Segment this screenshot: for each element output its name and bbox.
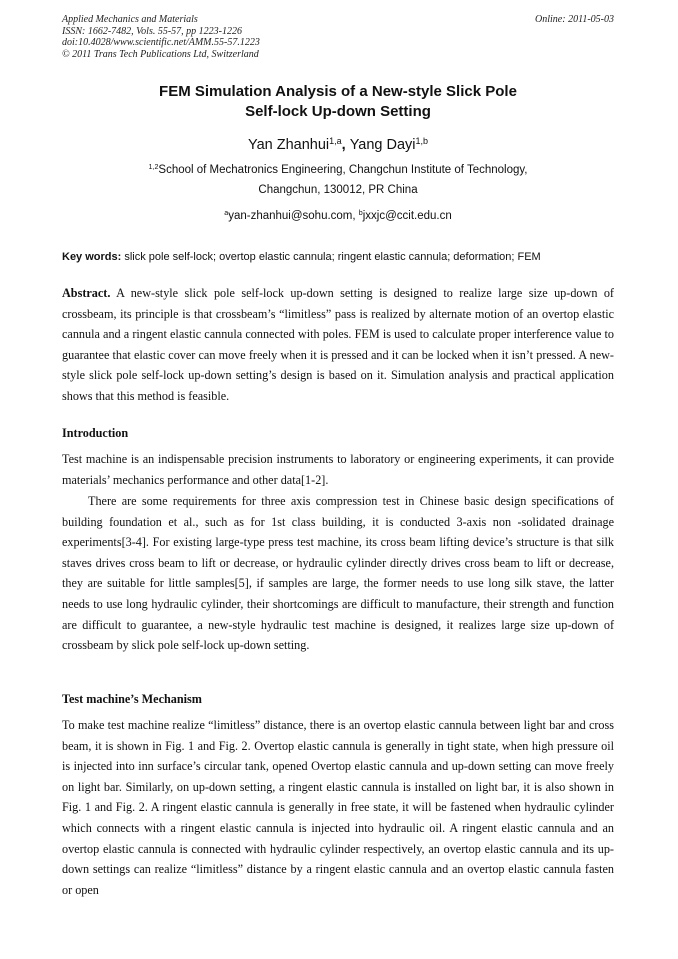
email-b: jxxjc@ccit.edu.cn — [362, 210, 452, 222]
introduction-paragraph-1: Test machine is an indispensable precision instruments to laboratory or engineering experiments, it can provide materials’ mechanics performance and other data[1-2]. — [62, 452, 614, 487]
paper-title — [62, 82, 614, 122]
keywords-label: Key words: — [62, 251, 122, 263]
journal-header — [62, 14, 614, 60]
email-b-superscript: b — [358, 209, 363, 218]
author-separator: , — [341, 137, 350, 153]
affiliation-superscript: 1,2 — [148, 163, 159, 172]
author-1-superscript: 1,a — [329, 136, 342, 147]
online-date: Online: 2011-05-03 — [535, 14, 614, 25]
email-line — [62, 206, 614, 226]
doi-line: doi:10.4028/www.scientific.net/AMM.55-57.1223 — [62, 37, 260, 48]
keywords-text: slick pole self-lock; overtop elastic cannula; ringent elastic cannula; deformation; FEM — [121, 251, 541, 263]
author-2-superscript: 1,b — [415, 136, 429, 147]
journal-name: Applied Mechanics and Materials — [62, 14, 198, 25]
email-a-superscript: a — [224, 209, 229, 218]
author-line — [62, 135, 614, 155]
author-2-name: Yang Dayi — [349, 137, 416, 153]
title-line-2: Self-lock Up-down Setting — [245, 103, 431, 120]
issn-line: ISSN: 1662-7482, Vols. 55-57, pp 1223-1226 — [62, 25, 242, 37]
affiliation-text-1: School of Mechatronics Engineering, Changchun Institute of Technology, — [158, 164, 528, 176]
introduction-heading: Introduction — [62, 426, 129, 440]
email-a: yan-zhanhui@sohu.com, — [228, 210, 359, 222]
keywords — [62, 249, 614, 265]
affiliation-text-2: Changchun, 130012, PR China — [258, 184, 418, 196]
abstract-label: Abstract. — [62, 286, 111, 300]
mechanism-heading: Test machine’s Mechanism — [62, 692, 202, 706]
affiliation — [62, 160, 614, 200]
mechanism-paragraph-1: To make test machine realize “limitless” distance, there is an overtop elastic cannula between light bar and cross beam, it is shown in Fig. 1 and Fig. 2. Overtop elastic cannula is generally in tight state, when high pressure oil is injected into inn surface’s circular tank, opened Overtop elastic cannula and up-down setting can move freely on light bar. Similarly, on up-down setting, a ringent elastic cannula is installed on light bar, it is also shown in Fig. 1 and Fig. 2. A ringent elastic cannula is generally in free state, it will be fastened when hydraulic cylinder which connects with a ringent elastic cannula is injected into hydraulic oil. A ringent elastic cannula and an overtop elastic cannula is connected with hydraulic cylinder respectively, an overtop elastic cannula and its up-down settings can realize “limitless” distance by a ringent elastic cannula and an overtop elastic cannula fasten or open — [62, 718, 614, 897]
introduction-paragraph-2: There are some requirements for three axis compression test in Chinese basic design specifications of building foundation et al., such as for 1st class building, it is conducted 3-axis non -solidated drainage experiments[3-4]. For existing large-type press test machine, its cross beam lifting device’s structure is that silk staves drives cross beam to lift or decrease, or hydraulic cylinder directly drives cross beam to lift or decrease, they are suitable for little samples[5], if samples are large, the former needs to use long silk stave, the latter needs to use long hydraulic cylinder, their shortcomings are difficult to manufacture, their strength and function are difficult to guarantee, a new-style hydraulic test machine is designed, it realizes large size up-down of crossbeam by slick pole self-lock up-down setting. — [62, 494, 614, 653]
abstract-paragraph — [62, 283, 614, 407]
author-1-name: Yan Zhanhui — [247, 137, 330, 153]
abstract-text: A new-style slick pole self-lock up-down setting is designed to realize large size up-down of crossbeam, its principle is that crossbeam’s “limitless” pass is realized by alternate motion of an overtop elastic cannula and a ringent elastic cannula connected with poles. FEM is used to calculate proper interference value to guarantee that elastic cover can move freely when it is pressed and it can be locked when it isn’t pressed. A new-style slick pole self-lock up-down setting’s design is based on it. Simulation analysis and practical application shows that this method is feasible. — [62, 286, 614, 403]
copyright-line: © 2011 Trans Tech Publications Ltd, Switzerland — [62, 48, 259, 60]
title-line-1: FEM Simulation Analysis of a New-style Slick Pole — [159, 83, 517, 100]
affiliation-line-1 — [62, 160, 614, 180]
